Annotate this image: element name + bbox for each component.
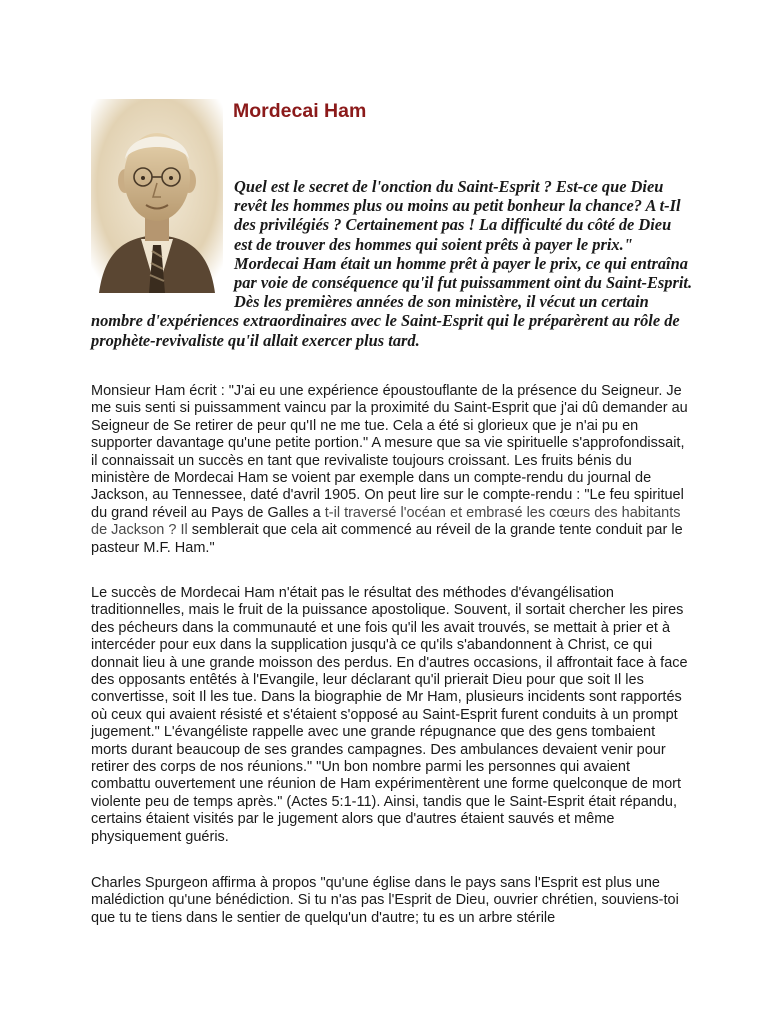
intro-quote — [91, 177, 693, 350]
paragraph-1 — [91, 383, 693, 557]
paragraph-1-text-a: Monsieur Ham écrit : "J'ai eu une expérience époustouflante de la présence du Seigneur. Je me suis senti si puissamment vaincu par la proximité du Saint-Esprit que j'ai dû demander au Seigneur de Se retirer de peur qu'Il ne me tue. Cela a été si glorieux que je n'ai pu en supporter davantage qu'une petite portion." A mesure que sa vie spirituelle s'approfondissait, il connaissait un succès en tant que revivaliste toujours croissant. Les fruits bénis du ministère de Mordecai Ham se voient par exemple dans un compte-rendu du journal de Jackson, au Tennessee, daté d'avril 1905. On peut lire sur le compte-rendu : "Le feu spirituel du grand réveil au Pays de Galles a — [91, 383, 688, 521]
paragraph-1-text-b: t-il traversé l'océan et embrasé les cœurs des habitants de Jackson ? Il — [91, 504, 681, 539]
paragraph-1-text-c: semblerait que cela ait commencé au réveil de la grande tente conduit par le pasteur M.F. Ham." — [91, 522, 683, 556]
portrait-wrap-spacer — [91, 177, 234, 311]
paragraph-2: Le succès de Mordecai Ham n'était pas le résultat des méthodes d'évangélisation traditionnelles, mais le fruit de la puissance apostolique. Souvent, il sortait chercher les pires des pécheurs dans la communauté et une fois qu'il les avait trouvés, se mettait à prier et à intercéder pour eux dans la supplication jusqu'à ce qu'ils s'abandonnent à Christ, ce qui donnait lieu à une grande moisson des perdus. En d'autres occasions, il affrontait face à face des opposants entêtés à l'Evangile, leur déclarant qu'il prierait Dieu pour que soit Il les convertisse, soit Il les tue. Dans la biographie de Mr Ham, plusieurs incidents sont rapportés où ceux qui avaient résisté et s'étaient s'opposé au Saint-Esprit furent conduits à un prompt jugement." L'évangéliste rappelle avec une grande répugnance que des gens tombaient morts durant beaucoup de ses grandes campagnes. Des ambulances devaient venir pour retirer des corps de nos réunions." "Un bon nombre parmi les personnes qui avaient combattu ouvertement une réunion de Ham expérimentèrent une forme quelconque de mort violente peu de temps après." (Actes 5:1-11). Ainsi, tandis que le Saint-Esprit était répandu, certains étaient visités par le jugement alors que d'autres étaient sauvés et même physiquement guéris. — [91, 585, 688, 845]
article-title: Mordecai Ham — [233, 100, 367, 122]
intro-text: Quel est le secret de l'onction du Saint-Esprit ? Est-ce que Dieu revêt les hommes plus ou moins au petit bonheur la chance? A t-Il des privilégiés ? Certainement pas ! La difficulté du côté de Dieu est de trouver des hommes qui soient prêts à payer le prix." Mordecai Ham était un homme prêt à payer le prix, ce qui entraîna par voie de conséquence qu'il fut puissamment oint du Saint-Esprit. Dès les premières années de son ministère, il vécut un certain nombre d'expériences extraordinaires avec le Saint-Esprit qui le préparèrent au rôle de prophète-revivaliste qu'il allait exercer plus tard. — [91, 177, 693, 350]
paragraph-3: Charles Spurgeon affirma à propos "qu'une église dans le pays sans l'Esprit est plus une malédiction qu'une bénédiction. Si tu n'as pas l'Esprit de Dieu, ouvrier chrétien, souviens-toi que tu te tiens dans le sentier de quelqu'un d'autre; tu es un arbre stérile — [91, 875, 679, 926]
